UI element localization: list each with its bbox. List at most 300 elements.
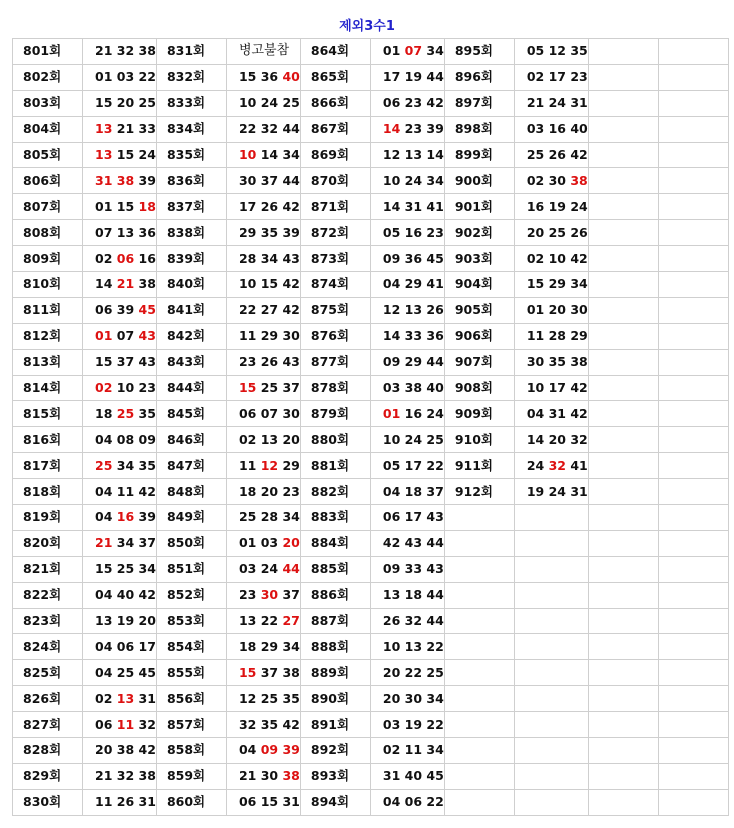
numbers-cell (514, 479, 588, 505)
round-cell (588, 323, 658, 349)
round-cell (13, 90, 83, 116)
round-label: 851회 (166, 561, 206, 577)
table-row (13, 194, 729, 220)
round-cell (588, 64, 658, 90)
round-cell (156, 556, 226, 582)
number: 37 (260, 172, 279, 188)
round-label: 824회 (23, 638, 62, 654)
round-cell (13, 608, 83, 634)
number: 44 (282, 172, 300, 188)
round-cell (13, 712, 83, 738)
number: 22 (426, 457, 444, 473)
round-cell (300, 427, 370, 453)
numbers-cell (514, 168, 588, 194)
round-cell (444, 789, 514, 815)
round-label: 895회 (454, 43, 493, 59)
numbers-cell (658, 712, 728, 738)
round-cell (156, 712, 226, 738)
round-cell (13, 686, 83, 712)
round-cell (13, 530, 83, 556)
round-cell (444, 608, 514, 634)
round-label: 908회 (454, 380, 493, 396)
round-cell (588, 479, 658, 505)
round-cell (588, 297, 658, 323)
number-highlighted: 09 (260, 742, 279, 758)
number: 02 (526, 69, 545, 85)
round-cell (156, 168, 226, 194)
numbers-cell (514, 246, 588, 272)
round-cell (588, 168, 658, 194)
round-label: 835회 (166, 147, 206, 162)
number: 02 (95, 690, 113, 706)
round-cell (444, 634, 514, 660)
round-label: 808회 (23, 224, 62, 240)
number: 40 (116, 587, 135, 603)
number-highlighted: 21 (116, 276, 135, 292)
number: 17 (404, 457, 423, 473)
numbers-cell (226, 789, 300, 815)
numbers-cell (226, 194, 300, 220)
round-cell (156, 427, 226, 453)
numbers-cell (370, 168, 444, 194)
round-cell (444, 246, 514, 272)
numbers-cell (226, 168, 300, 194)
number: 24 (404, 431, 423, 447)
number: 04 (238, 742, 257, 758)
round-label: 850회 (166, 535, 206, 551)
number: 38 (404, 380, 423, 396)
numbers-cell (514, 582, 588, 608)
number: 13 (116, 224, 135, 240)
numbers-cell (658, 634, 728, 660)
round-cell (444, 194, 514, 220)
round-label: 856회 (166, 690, 206, 706)
numbers-cell (658, 505, 728, 531)
round-label: 885회 (310, 561, 350, 577)
numbers-cell (658, 608, 728, 634)
number: 42 (282, 198, 300, 214)
numbers-cell (83, 453, 157, 479)
number: 31 (138, 794, 156, 810)
numbers-cell (658, 116, 728, 142)
numbers-cell (83, 194, 157, 220)
round-label: 911회 (454, 457, 493, 473)
round-cell (156, 453, 226, 479)
number: 03 (260, 535, 279, 551)
number: 45 (426, 768, 444, 784)
number: 19 (116, 613, 135, 629)
numbers-cell (370, 427, 444, 453)
number: 06 (404, 794, 423, 810)
numbers-cell (514, 39, 588, 65)
table-row (13, 427, 729, 453)
number: 06 (238, 794, 257, 810)
numbers-cell (514, 686, 588, 712)
number: 07 (116, 328, 135, 344)
numbers-cell (514, 530, 588, 556)
number: 06 (95, 716, 113, 732)
round-cell (300, 401, 370, 427)
numbers-cell (226, 530, 300, 556)
round-label: 813회 (23, 354, 62, 370)
round-cell (588, 582, 658, 608)
numbers-cell (514, 401, 588, 427)
round-cell (156, 789, 226, 815)
number: 04 (95, 664, 113, 680)
round-label: 907회 (454, 354, 493, 370)
table-row (13, 220, 729, 246)
numbers-cell (514, 220, 588, 246)
note-text: 병고불참 (238, 43, 290, 59)
round-cell (13, 401, 83, 427)
numbers-cell (83, 738, 157, 764)
number-highlighted: 32 (548, 457, 566, 473)
number: 34 (138, 561, 156, 577)
number: 15 (260, 276, 279, 292)
round-cell (13, 479, 83, 505)
numbers-cell (514, 789, 588, 815)
number: 24 (138, 147, 156, 162)
number: 30 (282, 405, 300, 421)
round-label: 889회 (310, 664, 350, 680)
number: 24 (548, 95, 566, 111)
round-cell (156, 738, 226, 764)
numbers-cell (658, 479, 728, 505)
number: 24 (548, 483, 566, 499)
numbers-cell (226, 660, 300, 686)
number: 17 (138, 638, 156, 654)
round-cell (156, 686, 226, 712)
numbers-cell (370, 634, 444, 660)
number: 22 (404, 664, 423, 680)
round-cell (444, 272, 514, 298)
number: 10 (238, 95, 257, 111)
number: 21 (116, 121, 135, 137)
round-cell (588, 634, 658, 660)
round-cell (156, 272, 226, 298)
number: 26 (570, 224, 588, 240)
round-cell (444, 323, 514, 349)
numbers-cell (83, 634, 157, 660)
number-highlighted: 01 (382, 405, 401, 421)
number: 16 (138, 250, 156, 266)
table-row (13, 90, 729, 116)
number: 23 (138, 380, 156, 396)
round-cell (156, 297, 226, 323)
round-cell (13, 738, 83, 764)
numbers-cell (83, 323, 157, 349)
numbers-cell (226, 427, 300, 453)
table-row (13, 763, 729, 789)
round-label: 841회 (166, 302, 206, 318)
round-cell (13, 349, 83, 375)
round-label: 897회 (454, 95, 493, 111)
number: 25 (282, 95, 300, 111)
number: 25 (238, 509, 257, 525)
number: 15 (116, 198, 135, 214)
round-label: 884회 (310, 535, 350, 551)
round-label: 810회 (23, 276, 62, 292)
round-cell (300, 39, 370, 65)
number: 20 (260, 483, 279, 499)
numbers-cell (370, 582, 444, 608)
number: 20 (382, 664, 401, 680)
number: 39 (426, 121, 444, 137)
numbers-cell (658, 453, 728, 479)
number: 25 (526, 147, 545, 162)
number: 02 (238, 431, 257, 447)
round-cell (156, 660, 226, 686)
numbers-cell (514, 556, 588, 582)
number: 38 (138, 276, 156, 292)
round-label: 896회 (454, 69, 493, 85)
number: 17 (382, 69, 401, 85)
number: 13 (382, 587, 401, 603)
round-cell (444, 220, 514, 246)
round-label: 831회 (166, 43, 206, 59)
numbers-cell (83, 427, 157, 453)
number: 17 (548, 69, 566, 85)
number: 11 (95, 794, 113, 810)
numbers-cell (226, 64, 300, 90)
number: 29 (238, 224, 257, 240)
round-cell (156, 323, 226, 349)
numbers-cell (370, 64, 444, 90)
round-cell (156, 349, 226, 375)
round-cell (156, 530, 226, 556)
number: 32 (570, 431, 588, 447)
number: 29 (548, 276, 566, 292)
number-highlighted: 07 (404, 43, 423, 59)
number: 14 (382, 198, 401, 214)
numbers-cell (226, 608, 300, 634)
table-row (13, 401, 729, 427)
number: 31 (570, 95, 588, 111)
round-label: 846회 (166, 431, 206, 447)
round-label: 901회 (454, 198, 493, 214)
round-cell (588, 39, 658, 65)
number-highlighted: 25 (116, 405, 135, 421)
number: 07 (95, 224, 113, 240)
table-row (13, 686, 729, 712)
number: 22 (260, 613, 279, 629)
numbers-cell (226, 39, 300, 65)
round-cell (444, 453, 514, 479)
round-label: 904회 (454, 276, 493, 292)
number-highlighted: 13 (116, 690, 135, 706)
table-row (13, 453, 729, 479)
table-row (13, 142, 729, 168)
number: 03 (116, 69, 135, 85)
round-label: 892회 (310, 742, 350, 758)
round-cell (13, 272, 83, 298)
round-label: 882회 (310, 483, 350, 499)
numbers-cell (658, 142, 728, 168)
numbers-cell (658, 582, 728, 608)
number: 31 (404, 198, 423, 214)
numbers-cell (658, 90, 728, 116)
numbers-cell (226, 505, 300, 531)
number: 31 (570, 483, 588, 499)
number-highlighted: 11 (116, 716, 135, 732)
table-row (13, 272, 729, 298)
round-label: 873회 (310, 250, 350, 266)
round-label: 859회 (166, 768, 206, 784)
number: 32 (238, 716, 257, 732)
number: 30 (238, 172, 257, 188)
number: 05 (382, 457, 401, 473)
round-label: 834회 (166, 121, 206, 137)
number: 20 (382, 690, 401, 706)
number: 02 (382, 742, 401, 758)
number: 10 (382, 431, 401, 447)
numbers-cell (514, 323, 588, 349)
round-label: 871회 (310, 198, 350, 214)
round-label: 878회 (310, 380, 350, 396)
round-label: 847회 (166, 457, 206, 473)
number: 30 (570, 302, 588, 318)
round-label: 894회 (310, 794, 350, 810)
number: 24 (260, 561, 279, 577)
numbers-cell (658, 272, 728, 298)
numbers-cell (370, 505, 444, 531)
number: 10 (116, 380, 135, 396)
number: 42 (570, 405, 588, 421)
number: 11 (238, 457, 257, 473)
round-label: 823회 (23, 613, 62, 629)
round-label: 858회 (166, 742, 206, 758)
round-label: 827회 (23, 716, 62, 732)
number: 34 (282, 638, 300, 654)
round-cell (13, 220, 83, 246)
number: 34 (116, 457, 135, 473)
number: 26 (382, 613, 401, 629)
round-cell (300, 272, 370, 298)
numbers-cell (658, 375, 728, 401)
number: 10 (238, 276, 257, 292)
number-highlighted: 43 (138, 328, 156, 344)
number: 01 (95, 198, 113, 214)
numbers-cell (226, 272, 300, 298)
round-cell (444, 90, 514, 116)
number: 23 (282, 483, 300, 499)
numbers-cell (658, 738, 728, 764)
round-label: 812회 (23, 328, 62, 344)
number: 31 (548, 405, 566, 421)
number: 21 (95, 43, 113, 59)
table-row (13, 582, 729, 608)
number: 15 (116, 147, 135, 162)
number: 32 (116, 768, 135, 784)
number: 40 (426, 380, 444, 396)
numbers-cell (83, 39, 157, 65)
round-label: 881회 (310, 457, 350, 473)
round-label: 869회 (310, 147, 350, 162)
number: 21 (238, 768, 257, 784)
number: 26 (260, 354, 279, 370)
number: 34 (426, 690, 444, 706)
round-label: 853회 (166, 613, 206, 629)
round-label: 909회 (454, 405, 493, 421)
round-cell (588, 453, 658, 479)
number: 44 (426, 535, 444, 551)
round-label: 875회 (310, 302, 350, 318)
number: 01 (238, 535, 257, 551)
number: 04 (382, 276, 401, 292)
number: 38 (138, 768, 156, 784)
number: 16 (404, 224, 423, 240)
round-cell (300, 168, 370, 194)
numbers-cell (226, 479, 300, 505)
round-cell (13, 763, 83, 789)
table-row (13, 64, 729, 90)
number: 29 (570, 328, 588, 344)
numbers-cell (370, 530, 444, 556)
round-cell (13, 453, 83, 479)
number: 23 (426, 224, 444, 240)
round-label: 803회 (23, 95, 62, 111)
round-cell (300, 297, 370, 323)
round-cell (13, 634, 83, 660)
number: 29 (260, 638, 279, 654)
number: 18 (95, 405, 113, 421)
number: 09 (382, 561, 401, 577)
number: 25 (260, 380, 279, 396)
number-highlighted: 01 (95, 328, 113, 344)
numbers-cell (658, 660, 728, 686)
number: 39 (282, 224, 300, 240)
number: 23 (404, 95, 423, 111)
numbers-cell (226, 375, 300, 401)
number: 35 (548, 354, 566, 370)
number-highlighted: 13 (95, 147, 113, 162)
numbers-cell (658, 246, 728, 272)
round-cell (13, 297, 83, 323)
number: 28 (548, 328, 566, 344)
number: 15 (238, 69, 257, 85)
number: 21 (95, 768, 113, 784)
round-label: 819회 (23, 509, 62, 525)
number: 11 (238, 328, 257, 344)
results-table (12, 38, 729, 816)
table-row (13, 297, 729, 323)
number: 42 (570, 250, 588, 266)
round-cell (588, 738, 658, 764)
number: 24 (426, 405, 444, 421)
round-cell (588, 763, 658, 789)
numbers-cell (83, 686, 157, 712)
number: 39 (138, 172, 156, 188)
number: 06 (238, 405, 257, 421)
round-cell (444, 660, 514, 686)
number: 09 (138, 431, 156, 447)
numbers-cell (370, 220, 444, 246)
number: 04 (95, 509, 113, 525)
number: 43 (282, 354, 300, 370)
round-cell (588, 789, 658, 815)
number: 10 (382, 172, 401, 188)
round-cell (444, 763, 514, 789)
round-label: 867회 (310, 121, 350, 137)
round-label: 857회 (166, 716, 206, 732)
round-label: 874회 (310, 276, 350, 292)
number: 01 (382, 43, 401, 59)
round-label: 840회 (166, 276, 206, 292)
numbers-cell (658, 194, 728, 220)
number: 34 (116, 535, 135, 551)
number: 42 (138, 587, 156, 603)
round-label: 905회 (454, 302, 493, 318)
